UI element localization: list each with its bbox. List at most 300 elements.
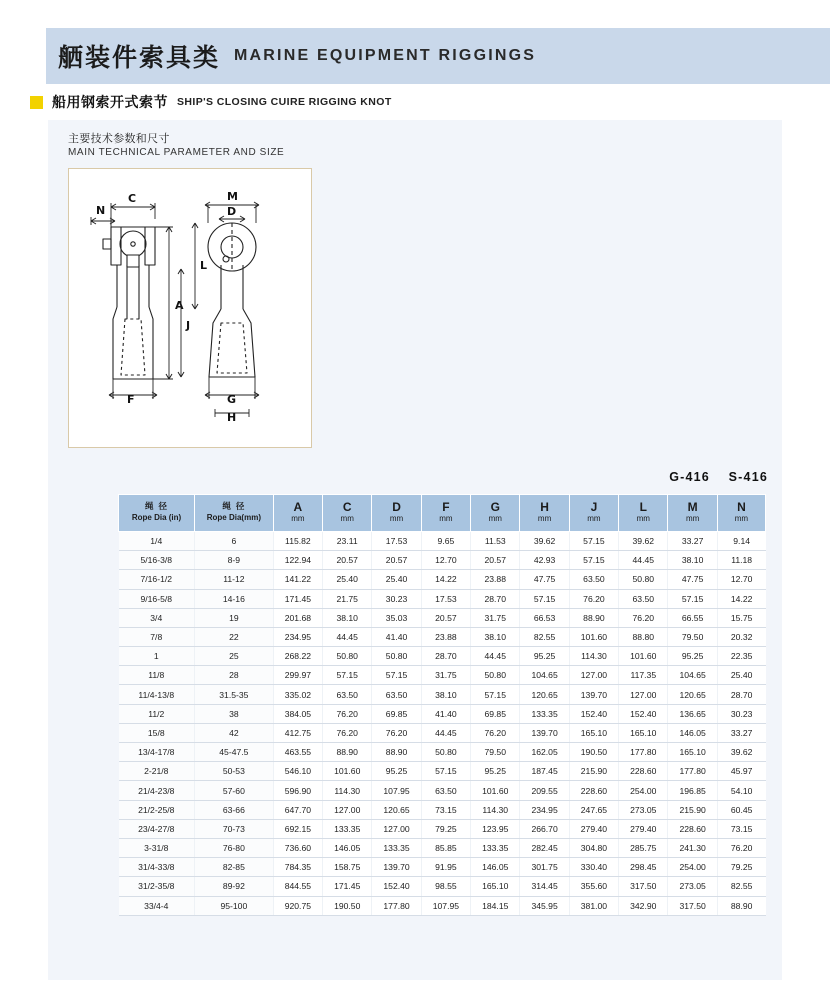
table-cell: 177.80	[619, 743, 668, 762]
table-cell: 285.75	[619, 838, 668, 857]
table-cell: 88.90	[717, 896, 765, 915]
table-cell: 11.18	[717, 551, 765, 570]
table-row	[119, 743, 766, 762]
table-cell: 79.50	[471, 743, 520, 762]
table-cell: 31.75	[421, 666, 470, 685]
table-cell: 28.70	[421, 647, 470, 666]
table-cell: 30.23	[372, 589, 421, 608]
col-head-unit: mm	[439, 514, 453, 524]
table-cell: 21/2-25/8	[119, 800, 195, 819]
col-g	[471, 495, 520, 532]
table-cell: 20.57	[372, 551, 421, 570]
table-row	[119, 647, 766, 666]
table-row	[119, 800, 766, 819]
page-header-band	[0, 28, 830, 84]
table-cell: 228.60	[569, 781, 618, 800]
col-head-unit: mm	[587, 514, 601, 524]
table-cell: 44.45	[421, 723, 470, 742]
table-cell: 33/4-4	[119, 896, 195, 915]
table-cell: 44.45	[323, 627, 372, 646]
table-cell: 60.45	[717, 800, 765, 819]
table-cell: 89-92	[195, 877, 274, 896]
table-cell: 127.00	[619, 685, 668, 704]
table-row	[119, 819, 766, 838]
header-left-accent	[0, 28, 46, 84]
table-cell: 317.50	[668, 896, 717, 915]
table-cell: 41.40	[421, 704, 470, 723]
parameters-heading-cn: 主要技术参数和尺寸	[68, 132, 170, 145]
spec-table-body	[119, 531, 766, 915]
table-cell: 165.10	[619, 723, 668, 742]
table-cell: 209.55	[520, 781, 569, 800]
table-cell: 165.10	[569, 723, 618, 742]
table-cell: 647.70	[273, 800, 322, 819]
table-cell: 234.95	[273, 627, 322, 646]
col-head-letter: C	[342, 500, 352, 514]
table-row	[119, 608, 766, 627]
svg-text:N: N	[96, 204, 106, 217]
col-head-letter: F	[442, 500, 450, 514]
table-cell: 38.10	[421, 685, 470, 704]
table-cell: 23.11	[323, 531, 372, 550]
table-cell: 76.20	[471, 723, 520, 742]
table-cell: 31.75	[471, 608, 520, 627]
table-cell: 11/2	[119, 704, 195, 723]
table-cell: 279.40	[569, 819, 618, 838]
table-cell: 57.15	[569, 551, 618, 570]
table-cell: 844.55	[273, 877, 322, 896]
table-cell: 20.57	[471, 551, 520, 570]
table-cell: 79.25	[421, 819, 470, 838]
table-cell: 57.15	[323, 666, 372, 685]
table-cell: 596.90	[273, 781, 322, 800]
table-cell: 107.95	[372, 781, 421, 800]
table-cell: 335.02	[273, 685, 322, 704]
table-cell: 41.40	[372, 627, 421, 646]
table-cell: 76.20	[569, 589, 618, 608]
table-cell: 384.05	[273, 704, 322, 723]
table-cell: 141.22	[273, 570, 322, 589]
table-cell: 98.55	[421, 877, 470, 896]
table-cell: 3/4	[119, 608, 195, 627]
table-cell: 66.53	[520, 608, 569, 627]
table-cell: 31/2-35/8	[119, 877, 195, 896]
table-row	[119, 877, 766, 896]
col-head-unit: mm	[291, 514, 305, 524]
col-head-cn: 绳 径	[145, 501, 168, 512]
table-cell: 165.10	[668, 743, 717, 762]
col-head-unit: mm	[537, 514, 552, 524]
col-head-en: Rope Dia(mm)	[206, 513, 261, 523]
table-header-row	[119, 495, 766, 532]
table-cell: 57.15	[372, 666, 421, 685]
table-cell: 9.65	[421, 531, 470, 550]
table-cell: 162.05	[520, 743, 569, 762]
table-cell: 57.15	[421, 762, 470, 781]
table-cell: 247.65	[569, 800, 618, 819]
table-cell: 63.50	[569, 570, 618, 589]
table-cell: 117.35	[619, 666, 668, 685]
col-head-letter: H	[540, 500, 549, 514]
table-cell: 33.27	[668, 531, 717, 550]
table-cell: 920.75	[273, 896, 322, 915]
table-cell: 123.95	[471, 819, 520, 838]
table-cell: 190.50	[323, 896, 372, 915]
col-rope-dia-mm	[195, 495, 274, 532]
table-cell: 190.50	[569, 743, 618, 762]
table-cell: 196.85	[668, 781, 717, 800]
table-cell: 95-100	[195, 896, 274, 915]
col-head-letter: A	[293, 500, 303, 514]
table-cell: 139.70	[569, 685, 618, 704]
table-cell: 120.65	[668, 685, 717, 704]
table-cell: 45.97	[717, 762, 765, 781]
table-cell: 44.45	[471, 647, 520, 666]
col-h	[520, 495, 569, 532]
table-cell: 6	[195, 531, 274, 550]
table-cell: 120.65	[372, 800, 421, 819]
table-cell: 63.50	[372, 685, 421, 704]
table-cell: 39.62	[520, 531, 569, 550]
table-cell: 88.90	[323, 743, 372, 762]
table-cell: 14.22	[717, 589, 765, 608]
col-d	[372, 495, 421, 532]
table-cell: 22.35	[717, 647, 765, 666]
table-cell: 228.60	[619, 762, 668, 781]
table-cell: 139.70	[372, 858, 421, 877]
table-cell: 38.10	[471, 627, 520, 646]
table-cell: 165.10	[471, 877, 520, 896]
table-cell: 282.45	[520, 838, 569, 857]
table-row	[119, 723, 766, 742]
parameters-heading-en: MAIN TECHNICAL PARAMETER AND SIZE	[68, 147, 285, 158]
col-head-letter: D	[392, 500, 401, 514]
table-cell: 104.65	[668, 666, 717, 685]
table-cell: 273.05	[619, 800, 668, 819]
table-cell: 19	[195, 608, 274, 627]
table-cell: 25	[195, 647, 274, 666]
table-cell: 54.10	[717, 781, 765, 800]
col-rope-dia-in	[119, 495, 195, 532]
table-cell: 1/4	[119, 531, 195, 550]
table-cell: 412.75	[273, 723, 322, 742]
table-cell: 12.70	[717, 570, 765, 589]
table-cell: 355.60	[569, 877, 618, 896]
table-cell: 95.25	[471, 762, 520, 781]
table-cell: 57-60	[195, 781, 274, 800]
table-row	[119, 858, 766, 877]
bullet-square-icon	[30, 96, 43, 109]
table-cell: 11/8	[119, 666, 195, 685]
svg-text:J: J	[186, 319, 191, 332]
table-cell: 63-66	[195, 800, 274, 819]
table-cell: 69.85	[372, 704, 421, 723]
table-cell: 82-85	[195, 858, 274, 877]
table-cell: 152.40	[569, 704, 618, 723]
table-cell: 215.90	[569, 762, 618, 781]
table-cell: 28	[195, 666, 274, 685]
table-cell: 14-16	[195, 589, 274, 608]
svg-text:F: F	[127, 393, 135, 406]
table-cell: 133.35	[471, 838, 520, 857]
table-cell: 127.00	[323, 800, 372, 819]
table-cell: 314.45	[520, 877, 569, 896]
table-cell: 88.90	[569, 608, 618, 627]
table-cell: 146.05	[471, 858, 520, 877]
table-cell: 122.94	[273, 551, 322, 570]
table-cell: 76.20	[619, 608, 668, 627]
table-cell: 9/16-5/8	[119, 589, 195, 608]
table-cell: 146.05	[323, 838, 372, 857]
table-cell: 31/4-33/8	[119, 858, 195, 877]
table-cell: 304.80	[569, 838, 618, 857]
col-f	[421, 495, 470, 532]
table-cell: 21.75	[323, 589, 372, 608]
table-cell: 12.70	[421, 551, 470, 570]
table-cell: 38.10	[323, 608, 372, 627]
open-socket-drawing-icon	[69, 169, 309, 445]
product-code-g: G-416	[669, 470, 710, 484]
table-cell: 201.68	[273, 608, 322, 627]
svg-text:H: H	[227, 411, 237, 424]
table-cell: 31.5-35	[195, 685, 274, 704]
col-head-letter: G	[490, 500, 500, 514]
table-cell: 298.45	[619, 858, 668, 877]
table-cell: 9.14	[717, 531, 765, 550]
table-cell: 13/4-17/8	[119, 743, 195, 762]
table-row	[119, 781, 766, 800]
table-cell: 254.00	[668, 858, 717, 877]
table-cell: 345.95	[520, 896, 569, 915]
table-cell: 25.40	[372, 570, 421, 589]
section-title-cn: 船用钢索开式索节	[52, 95, 168, 111]
table-cell: 127.00	[569, 666, 618, 685]
table-cell: 114.30	[323, 781, 372, 800]
table-cell: 254.00	[619, 781, 668, 800]
table-cell: 187.45	[520, 762, 569, 781]
col-j	[569, 495, 618, 532]
table-cell: 57.15	[520, 589, 569, 608]
table-row	[119, 896, 766, 915]
table-cell: 317.50	[619, 877, 668, 896]
header-title-en: MARINE EQUIPMENT RIGGINGS	[234, 47, 537, 64]
col-head-unit: mm	[636, 514, 650, 524]
table-cell: 39.62	[619, 531, 668, 550]
col-c	[323, 495, 372, 532]
table-cell: 215.90	[668, 800, 717, 819]
table-cell: 44.45	[619, 551, 668, 570]
table-cell: 101.60	[471, 781, 520, 800]
product-codes	[655, 470, 768, 484]
table-row	[119, 666, 766, 685]
table-cell: 3-31/8	[119, 838, 195, 857]
table-cell: 7/8	[119, 627, 195, 646]
table-cell: 11/4-13/8	[119, 685, 195, 704]
table-cell: 95.25	[668, 647, 717, 666]
table-cell: 66.55	[668, 608, 717, 627]
table-cell: 2-21/8	[119, 762, 195, 781]
table-cell: 23/4-27/8	[119, 819, 195, 838]
table-cell: 120.65	[520, 685, 569, 704]
table-cell: 76.20	[323, 723, 372, 742]
table-cell: 268.22	[273, 647, 322, 666]
table-cell: 95.25	[520, 647, 569, 666]
table-cell: 11.53	[471, 531, 520, 550]
col-head-cn: 绳 径	[222, 501, 246, 512]
col-head-letter: N	[737, 500, 746, 514]
spec-table	[118, 494, 766, 916]
table-cell: 57.15	[471, 685, 520, 704]
table-cell: 50-53	[195, 762, 274, 781]
table-cell: 114.30	[471, 800, 520, 819]
table-cell: 50.80	[619, 570, 668, 589]
col-head-en: Rope Dia (in)	[131, 513, 182, 523]
table-cell: 21/4-23/8	[119, 781, 195, 800]
col-head-letter: M	[687, 500, 698, 514]
table-cell: 101.60	[323, 762, 372, 781]
table-row	[119, 570, 766, 589]
table-cell: 20.32	[717, 627, 765, 646]
table-row	[119, 627, 766, 646]
table-cell: 101.60	[619, 647, 668, 666]
table-cell: 736.60	[273, 838, 322, 857]
table-cell: 25.40	[717, 666, 765, 685]
table-cell: 70-73	[195, 819, 274, 838]
table-cell: 50.80	[471, 666, 520, 685]
svg-text:M: M	[227, 190, 238, 203]
table-cell: 101.60	[569, 627, 618, 646]
table-cell: 47.75	[520, 570, 569, 589]
table-cell: 115.82	[273, 531, 322, 550]
table-cell: 63.50	[421, 781, 470, 800]
table-cell: 241.30	[668, 838, 717, 857]
table-row	[119, 685, 766, 704]
table-cell: 546.10	[273, 762, 322, 781]
table-cell: 28.70	[717, 685, 765, 704]
table-cell: 47.75	[668, 570, 717, 589]
table-cell: 73.15	[421, 800, 470, 819]
table-cell: 38.10	[668, 551, 717, 570]
table-cell: 177.80	[372, 896, 421, 915]
header-text-group	[58, 28, 536, 84]
svg-text:A: A	[175, 299, 184, 312]
table-cell: 279.40	[619, 819, 668, 838]
table-cell: 22	[195, 627, 274, 646]
col-head-letter: L	[639, 500, 647, 514]
table-cell: 139.70	[520, 723, 569, 742]
table-cell: 88.90	[372, 743, 421, 762]
table-cell: 158.75	[323, 858, 372, 877]
svg-text:D: D	[227, 205, 237, 218]
table-cell: 342.90	[619, 896, 668, 915]
table-cell: 301.75	[520, 858, 569, 877]
table-row	[119, 762, 766, 781]
table-row	[119, 589, 766, 608]
table-cell: 73.15	[717, 819, 765, 838]
table-cell: 784.35	[273, 858, 322, 877]
table-cell: 15/8	[119, 723, 195, 742]
svg-text:G: G	[227, 393, 237, 406]
table-cell: 11-12	[195, 570, 274, 589]
table-cell: 76.20	[717, 838, 765, 857]
section-title-en: SHIP'S CLOSING CUIRE RIGGING KNOT	[177, 96, 392, 108]
table-cell: 57.15	[569, 531, 618, 550]
table-row	[119, 838, 766, 857]
col-head-unit: mm	[389, 514, 404, 524]
table-cell: 5/16-3/8	[119, 551, 195, 570]
table-cell: 146.05	[668, 723, 717, 742]
table-cell: 76.20	[372, 723, 421, 742]
table-cell: 17.53	[421, 589, 470, 608]
section-title	[30, 92, 392, 112]
table-cell: 85.85	[421, 838, 470, 857]
table-cell: 38	[195, 704, 274, 723]
table-cell: 20.57	[421, 608, 470, 627]
table-cell: 299.97	[273, 666, 322, 685]
table-cell: 42.93	[520, 551, 569, 570]
table-cell: 381.00	[569, 896, 618, 915]
table-cell: 234.95	[520, 800, 569, 819]
table-cell: 33.27	[717, 723, 765, 742]
table-cell: 45-47.5	[195, 743, 274, 762]
table-cell: 1	[119, 647, 195, 666]
table-cell: 228.60	[668, 819, 717, 838]
table-cell: 107.95	[421, 896, 470, 915]
table-cell: 23.88	[471, 570, 520, 589]
table-cell: 8-9	[195, 551, 274, 570]
col-head-unit: mm	[488, 514, 502, 524]
table-cell: 50.80	[421, 743, 470, 762]
svg-text:L: L	[200, 259, 208, 272]
table-cell: 20.57	[323, 551, 372, 570]
table-row	[119, 551, 766, 570]
table-cell: 82.55	[520, 627, 569, 646]
table-cell: 79.50	[668, 627, 717, 646]
table-cell: 50.80	[323, 647, 372, 666]
table-cell: 133.35	[323, 819, 372, 838]
col-head-letter: J	[590, 500, 598, 514]
table-cell: 39.62	[717, 743, 765, 762]
table-row	[119, 704, 766, 723]
table-cell: 63.50	[619, 589, 668, 608]
table-cell: 30.23	[717, 704, 765, 723]
product-code-s: S-416	[728, 470, 768, 484]
table-cell: 133.35	[520, 704, 569, 723]
col-head-unit: mm	[685, 514, 700, 524]
table-cell: 88.80	[619, 627, 668, 646]
table-cell: 76.20	[323, 704, 372, 723]
col-a	[273, 495, 322, 532]
table-cell: 91.95	[421, 858, 470, 877]
table-cell: 184.15	[471, 896, 520, 915]
table-cell: 171.45	[323, 877, 372, 896]
table-row	[119, 531, 766, 550]
table-cell: 177.80	[668, 762, 717, 781]
col-head-unit: mm	[734, 514, 749, 524]
table-cell: 273.05	[668, 877, 717, 896]
table-cell: 76-80	[195, 838, 274, 857]
table-cell: 35.03	[372, 608, 421, 627]
table-cell: 57.15	[668, 589, 717, 608]
table-cell: 14.22	[421, 570, 470, 589]
table-cell: 136.65	[668, 704, 717, 723]
table-cell: 42	[195, 723, 274, 742]
table-cell: 28.70	[471, 589, 520, 608]
svg-text:C: C	[128, 192, 137, 205]
table-cell: 152.40	[619, 704, 668, 723]
table-cell: 692.15	[273, 819, 322, 838]
col-n	[717, 495, 765, 532]
